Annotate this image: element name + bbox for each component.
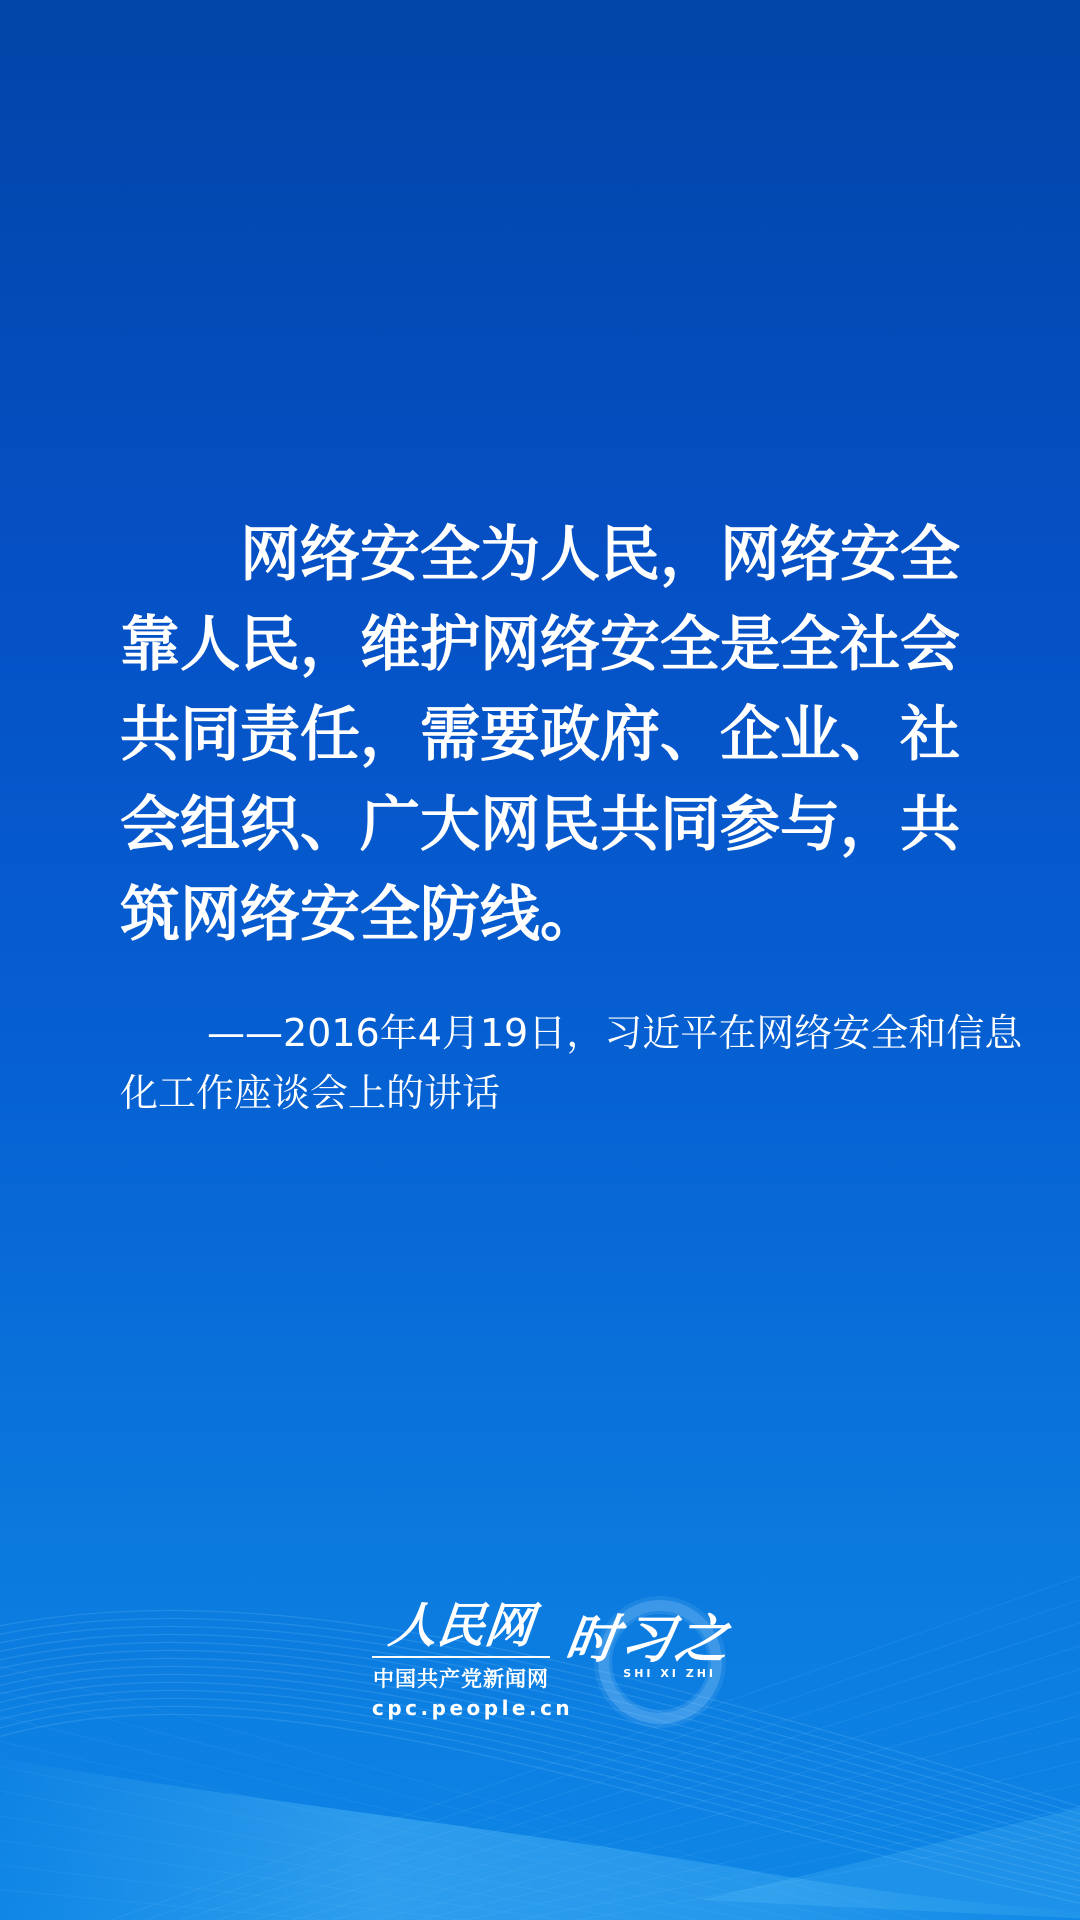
people-net-logo	[372, 1598, 574, 1720]
quote-line: 靠人民，维护网络安全是全社会	[120, 610, 960, 680]
quote-line: 共同责任，需要政府、企业、社	[120, 700, 960, 770]
cpc-news-site-name: 中国共产党新闻网	[373, 1667, 549, 1691]
quote-line: 筑网络安全防线。	[120, 880, 600, 950]
logo-divider-line	[372, 1656, 550, 1658]
shixizhi-logo	[561, 1610, 756, 1680]
quote-line: 会组织、广大网民共同参与，共	[120, 790, 960, 860]
shixizhi-subtitle: SHI XI ZHI	[623, 1667, 716, 1680]
quote-line: 网络安全为人民，网络安全	[240, 520, 960, 590]
quote-text	[120, 510, 960, 960]
attribution-line-2: 化工作座谈会上的讲话	[120, 1071, 501, 1115]
shixizhi-wordmark: 时习之	[561, 1610, 736, 1670]
quote-attribution	[120, 1003, 1023, 1123]
bright-wave-band-right	[700, 1800, 1080, 1920]
cpc-site-domain: cpc.people.cn	[372, 1696, 574, 1720]
attribution-line-1: ——2016年4月19日，习近平在网络安全和信息	[207, 1011, 1023, 1055]
people-net-script-wordmark: 人民网	[386, 1598, 536, 1654]
